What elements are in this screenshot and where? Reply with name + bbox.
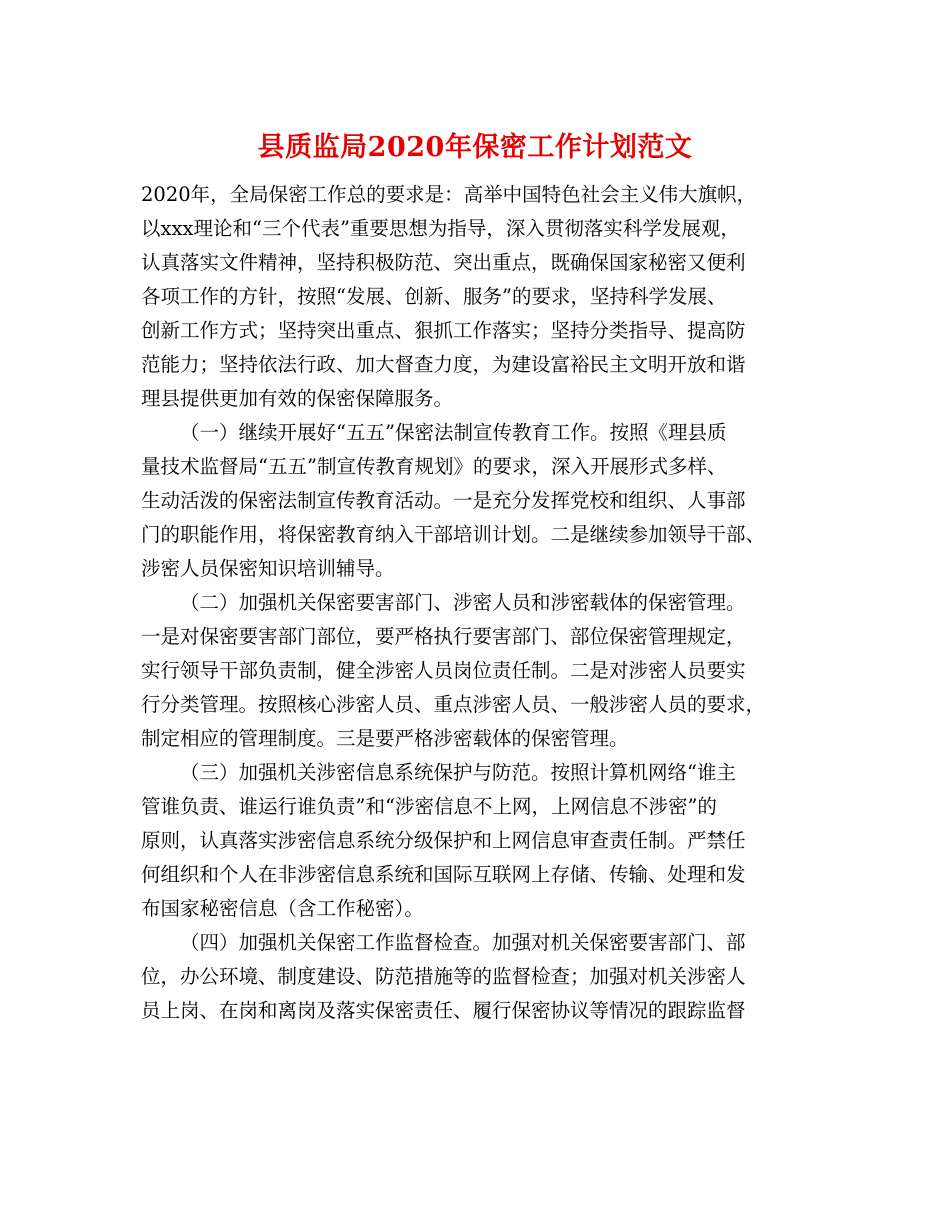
text-line: （三）加强机关涉密信息系统保护与防范。按照计算机网络“谁主 <box>180 761 736 784</box>
text-line: 范能力；坚持依法行政、加大督查力度，为建设富裕民主文明开放和谐 <box>141 353 746 376</box>
text-line: 位，办公环境、制度建设、防范措施等的监督检查；加强对机关涉密人 <box>141 965 746 988</box>
text-line: 2020年，全局保密工作总的要求是：高举中国特色社会主义伟大旗帜， <box>141 183 757 206</box>
text-line: 员上岗、在岗和离岗及落实保密责任、履行保密协议等情况的跟踪监督 <box>141 999 746 1022</box>
text-line: 何组织和个人在非涉密信息系统和国际互联网上存储、传输、处理和发 <box>141 863 746 886</box>
text-line: 涉密人员保密知识培训辅导。 <box>141 557 395 580</box>
text-line: 理县提供更加有效的保密保障服务。 <box>141 387 454 410</box>
text-line: 量技术监督局“五五”制宣传教育规划》的要求，深入开展形式多样、 <box>141 455 727 478</box>
paragraph-section-4 <box>141 926 819 1028</box>
document-body <box>141 178 819 1028</box>
text-line: 原则，认真落实涉密信息系统分级保护和上网信息审查责任制。严禁任 <box>141 829 746 852</box>
text-line: （一）继续开展好“五五”保密法制宣传教育工作。按照《理县质 <box>180 421 727 444</box>
text-line: 生动活泼的保密法制宣传教育活动。一是充分发挥党校和组织、人事部 <box>141 489 746 512</box>
text-line: （二）加强机关保密要害部门、涉密人员和涉密载体的保密管理。 <box>180 591 746 614</box>
text-line: 一是对保密要害部门部位，要严格执行要害部门、部位保密管理规定， <box>141 625 746 648</box>
text-line: 行分类管理。按照核心涉密人员、重点涉密人员、一般涉密人员的要求， <box>141 693 766 716</box>
paragraph-section-1 <box>141 416 819 586</box>
document-title: 县质监局2020年保密工作计划范文 <box>257 132 693 163</box>
text-line: 各项工作的方针，按照“发展、创新、服务”的要求，坚持科学发展、 <box>141 285 727 308</box>
text-line: 实行领导干部负责制，健全涉密人员岗位责任制。二是对涉密人员要实 <box>141 659 746 682</box>
text-line: 认真落实文件精神，坚持积极防范、突出重点，既确保国家秘密又便利 <box>141 251 746 274</box>
paragraph-intro <box>141 178 819 416</box>
text-line: 制定相应的管理制度。三是要严格涉密载体的保密管理。 <box>141 727 629 750</box>
text-line: 布国家秘密信息（含工作秘密）。 <box>141 897 424 920</box>
text-line: （四）加强机关保密工作监督检查。加强对机关保密要害部门、部 <box>180 931 746 954</box>
text-line: 创新工作方式；坚持突出重点、狠抓工作落实；坚持分类指导、提高防 <box>141 319 746 342</box>
text-line: 以xxx理论和“三个代表”重要思想为指导，深入贯彻落实科学发展观， <box>141 217 740 240</box>
paragraph-section-3 <box>141 756 819 926</box>
paragraph-section-2 <box>141 586 819 756</box>
text-line: 门的职能作用，将保密教育纳入干部培训计划。二是继续参加领导干部、 <box>141 523 766 546</box>
text-line: 管谁负责、谁运行谁负责”和“涉密信息不上网，上网信息不涉密”的 <box>141 795 717 818</box>
